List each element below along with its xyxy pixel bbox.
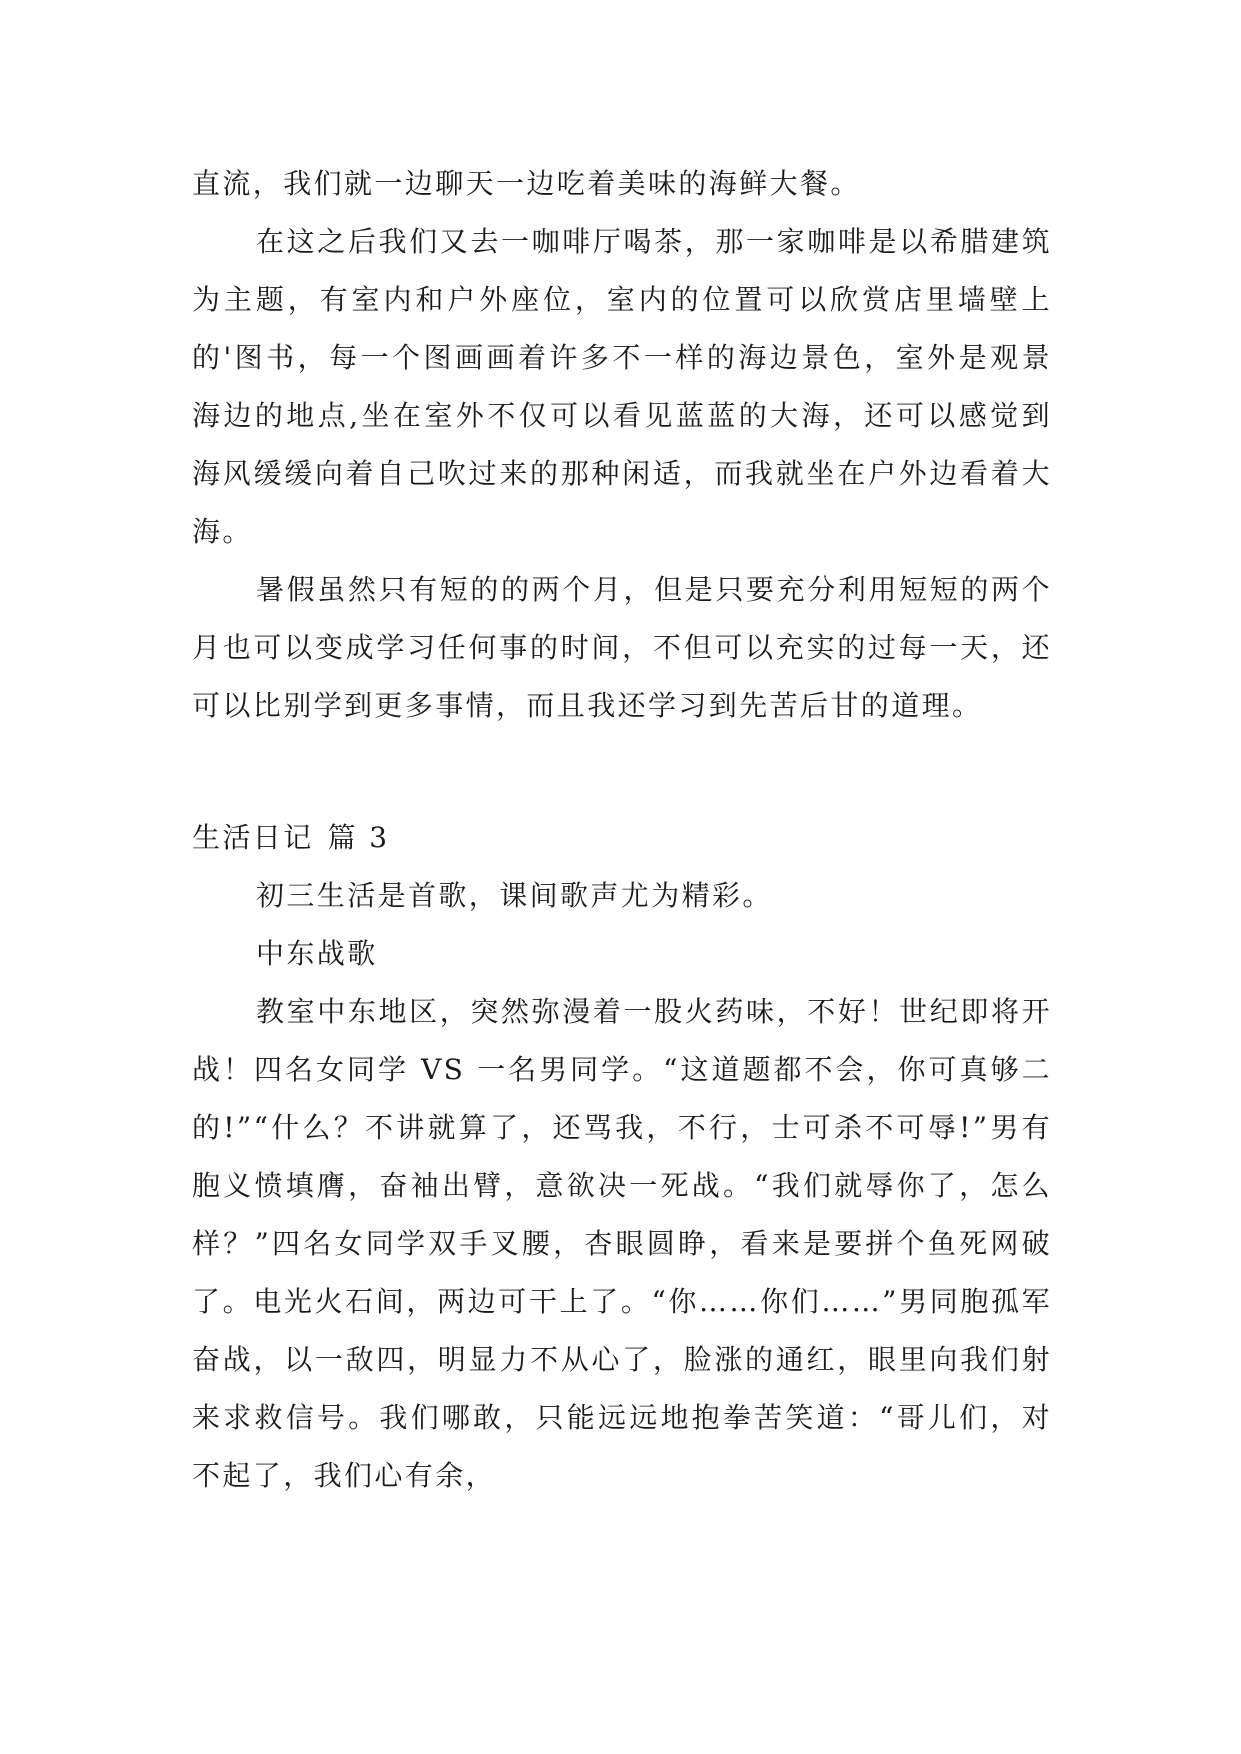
section-title-text: 生活日记 [192, 821, 314, 854]
paragraph-6: 教室中东地区，突然弥漫着一股火药味，不好！世纪即将开战！四名女同学 VS 一名男同学。“这道题都不会，你可真够二的!”“什么？不讲就算了，还骂我，不行，士可杀不可辱!”男有胞义愤填膺，奋袖出臂，意欲决一死战。“我们就辱你了，怎么样？”四名女同学双手叉腰，杏眼圆睁，看来是要拼个鱼死网破了。电光火石间，两边可干上了。“你……你们……”男同胞孤军奋战，以一敌四，明显力不从心了，脸涨的通红，眼里向我们射来求救信号。我们哪敢，只能远远地抱拳苦笑道：“哥儿们，对不起了，我们心有余， [192, 995, 1052, 1492]
section-title-number: 篇 3 [327, 821, 390, 854]
paragraph-1: 直流，我们就一边聊天一边吃着美味的海鲜大餐。 [192, 167, 861, 200]
paragraph-3: 暑假虽然只有短的的两个月，但是只要充分利用短短的两个月也可以变成学习任何事的时间，不但可以充实的过每一天，还可以比别学到更多事情，而且我还学习到先苦后甘的道理。 [192, 573, 1052, 722]
paragraph-5: 中东战歌 [256, 937, 378, 970]
section-title [192, 809, 1052, 867]
paragraph-2: 在这之后我们又去一咖啡厅喝茶，那一家咖啡是以希腊建筑为主题，有室内和户外座位，室内的位置可以欣赏店里墙壁上的'图书，每一个图画画着许多不一样的海边景色，室外是观景海边的地点,坐在室外不仅可以看见蓝蓝的大海，还可以感觉到海风缓缓向着自己吹过来的那种闲适，而我就坐在户外边看着大海。 [192, 225, 1052, 548]
paragraph-4: 初三生活是首歌，课间歌声尤为精彩。 [256, 879, 773, 912]
section-spacer [192, 735, 1052, 809]
document-body [192, 155, 1052, 1505]
